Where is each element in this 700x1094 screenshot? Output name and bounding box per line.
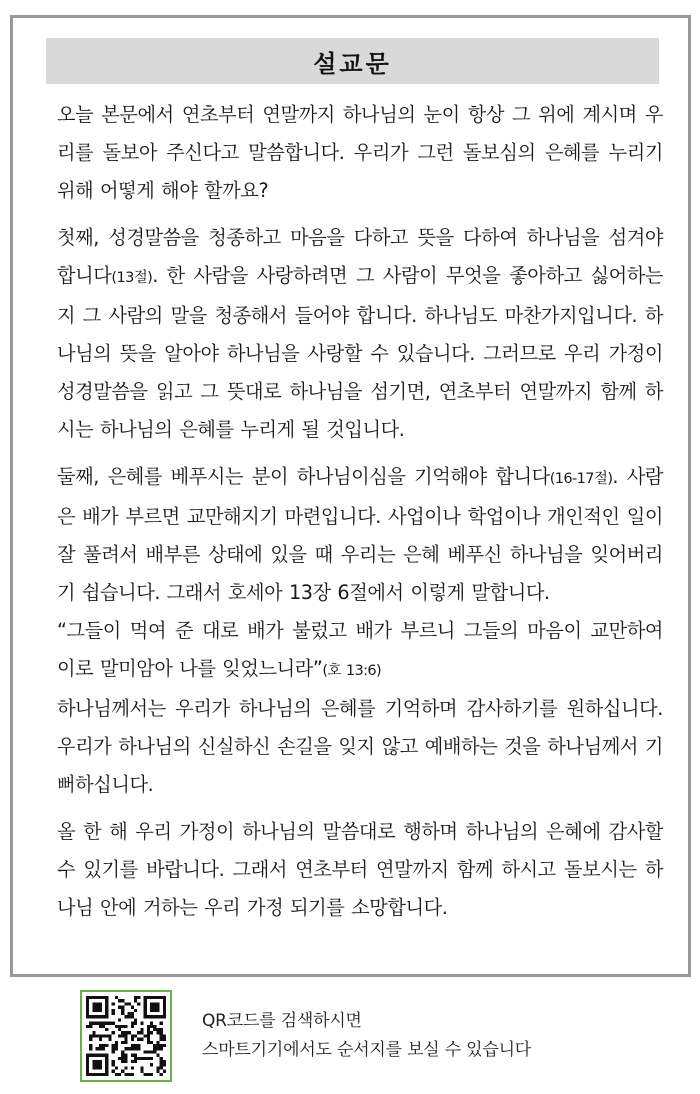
sermon-paragraph (57, 813, 663, 927)
scripture-reference: (13절) (111, 270, 153, 286)
paragraph-text: 첫째, 성경말씀을 청종하고 마음을 다하고 뜻을 다하여 하나님을 섬겨야 합니다 (57, 226, 663, 287)
sermon-paragraph (57, 219, 663, 449)
paragraph-text: 둘째, 은혜를 베푸시는 분이 하나님이심을 기억해야 합니다 (57, 465, 550, 488)
sermon-frame (10, 15, 691, 977)
paragraph-text: . 사람은 배가 부르면 교만해지기 마련입니다. 사업이나 학업이나 개인적인 일이 잘 풀려서 배부른 상태에 있을 때 우리는 은혜 베푸신 하나님을 잊어버리기 쉽습니다. 그래서 호세아 13장 6절에서 이렇게 말합니다. (57, 465, 663, 604)
qr-code[interactable] (80, 990, 172, 1082)
title-bar (46, 38, 659, 84)
paragraph-text: 올 한 해 우리 가정이 하나님의 말씀대로 행하며 하나님의 은혜에 감사할 수 있기를 바랍니다. 그래서 연초부터 연말까지 함께 하시고 돌보시는 하나님 안에 거하는 우리 가정 되기를 소망합니다. (57, 820, 663, 919)
sermon-paragraph (57, 96, 663, 210)
footer-line-2: 스마트기기에서도 순서지를 보실 수 있습니다 (202, 1040, 532, 1060)
sermon-paragraph (57, 612, 663, 690)
qr-code-icon (86, 996, 166, 1076)
paragraph-text: “그들이 먹여 준 대로 배가 불렀고 배가 부르니 그들의 마음이 교만하여 이로 말미암아 나를 잊었느니라” (57, 619, 663, 680)
paragraph-text: 오늘 본문에서 연초부터 연말까지 하나님의 눈이 항상 그 위에 계시며 우리를 돌보아 주신다고 말씀합니다. 우리가 그런 돌보심의 은혜를 누리기 위해 어떻게 해야 할까요? (57, 103, 663, 202)
scripture-reference: (16-17절) (549, 471, 613, 487)
paragraph-text: . 한 사람을 사랑하려면 그 사람이 무엇을 좋아하고 싫어하는지 그 사람의 말을 청종해서 들어야 합니다. 하나님도 마찬가지입니다. 하나님의 뜻을 알아야 하나님을 사랑할 수 있습니다. 그러므로 우리 가정이 성경말씀을 읽고 그 뜻대로 하나님을 섬기면, 연초부터 연말까지 함께 하시는 하나님의 은혜를 누리게 될 것입니다. (57, 264, 663, 441)
sermon-paragraph (57, 458, 663, 612)
footer-text (202, 1007, 531, 1065)
page-title: 설교문 (313, 49, 392, 78)
footer-line-1: QR코드를 검색하시면 (202, 1011, 362, 1031)
scripture-reference: (호 13:6) (322, 663, 382, 679)
sermon-paragraph (57, 690, 663, 804)
footer (80, 990, 640, 1082)
sermon-body (57, 96, 663, 936)
paragraph-text: 하나님께서는 우리가 하나님의 은혜를 기억하며 감사하기를 원하십니다. 우리가 하나님의 신실하신 손길을 잊지 않고 예배하는 것을 하나님께서 기뻐하십니다. (57, 697, 663, 796)
